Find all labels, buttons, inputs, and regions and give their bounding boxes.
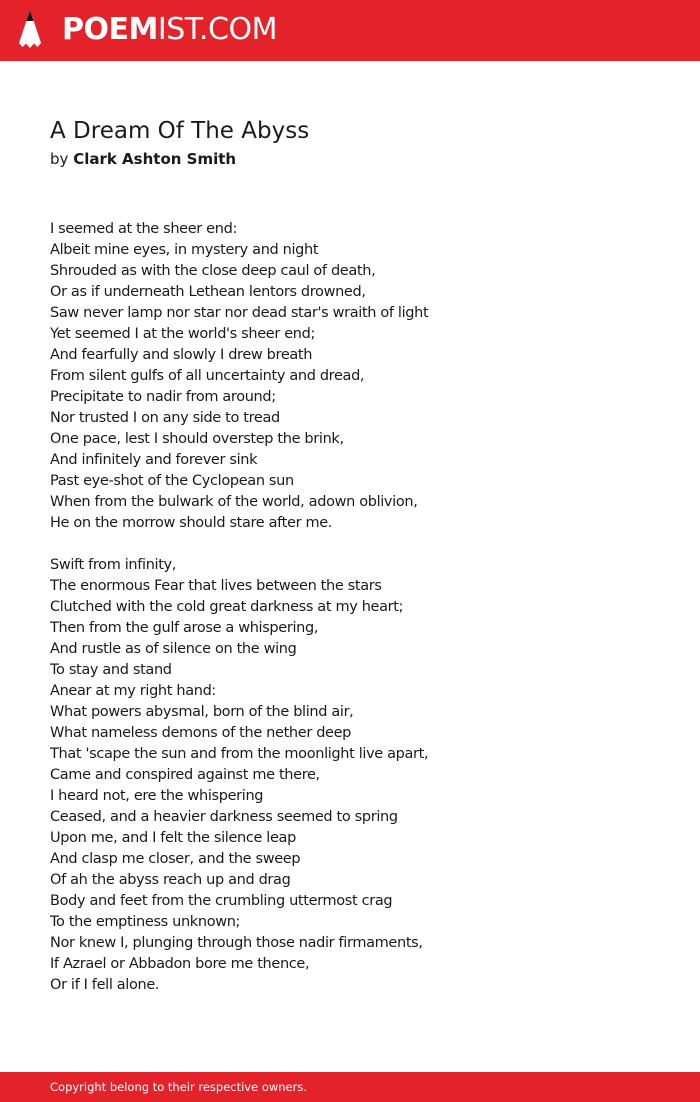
poem-line: And clasp me closer, and the sweep [50,851,301,867]
poem-line: Past eye-shot of the Cyclopean sun [50,473,294,489]
poem-title: A Dream Of The Abyss [50,118,310,144]
poem-line: Then from the gulf arose a whispering, [50,620,319,636]
poem-line: If Azrael or Abbadon bore me thence, [50,956,310,972]
poem-line: And rustle as of silence on the wing [50,641,297,657]
poem-line: From silent gulfs of all uncertainty and dread, [50,368,365,384]
author-name: Clark Ashton Smith [73,150,237,168]
poem-line: One pace, lest I should overstep the brink, [50,431,344,447]
site-footer [0,1072,700,1102]
poem-line: Swift from infinity, [50,557,177,573]
poem-line: Anear at my right hand: [50,683,216,699]
poem-line: And fearfully and slowly I drew breath [50,347,313,363]
pencil-tip-icon [18,9,42,51]
poem-line: I heard not, ere the whispering [50,788,264,804]
poem-line: The enormous Fear that lives between the stars [50,578,382,594]
poem-line: To stay and stand [50,662,172,678]
by-label: by [50,150,69,168]
poem-line: Nor trusted I on any side to tread [50,410,280,426]
poem-line: Shrouded as with the close deep caul of death, [50,263,376,279]
poem-body [50,219,670,1017]
poem-line: Yet seemed I at the world's sheer end; [50,326,316,342]
poem-line: Or if I fell alone. [50,977,160,993]
poem-line: Came and conspired against me there, [50,767,320,783]
poem-line: And infinitely and forever sink [50,452,258,468]
poem-line: I seemed at the sheer end: [50,221,237,237]
poem-line: Clutched with the cold great darkness at my heart; [50,599,404,615]
poem-stanza [50,555,670,996]
poem-line: What nameless demons of the nether deep [50,725,352,741]
poem-line: What powers abysmal, born of the blind air, [50,704,354,720]
byline [50,148,236,170]
poem-line: Of ah the abyss reach up and drag [50,872,291,888]
site-header [0,0,700,61]
poem-line: When from the bulwark of the world, adown oblivion, [50,494,418,510]
poem-line: Upon me, and I felt the silence leap [50,830,296,846]
poem-line: To the emptiness unknown; [50,914,241,930]
poem-line: Saw never lamp nor star nor dead star's wraith of light [50,305,429,321]
poem-line: That 'scape the sun and from the moonlight live apart, [50,746,429,762]
logo-light-text: IST.COM [157,12,277,47]
poem-line: Or as if underneath Lethean lentors drowned, [50,284,366,300]
site-logo[interactable] [62,12,277,48]
poem-line: He on the morrow should stare after me. [50,515,333,531]
poem-line: Ceased, and a heavier darkness seemed to spring [50,809,398,825]
poem-line: Albeit mine eyes, in mystery and night [50,242,319,258]
logo-bold-text: POEM [62,12,158,47]
copyright-notice: Copyright belong to their respective owners. [50,1080,308,1094]
poem-line: Precipitate to nadir from around; [50,389,276,405]
poem-stanza [50,219,670,534]
poem-line: Body and feet from the crumbling uttermost crag [50,893,393,909]
poem-line: Nor knew I, plunging through those nadir firmaments, [50,935,423,951]
